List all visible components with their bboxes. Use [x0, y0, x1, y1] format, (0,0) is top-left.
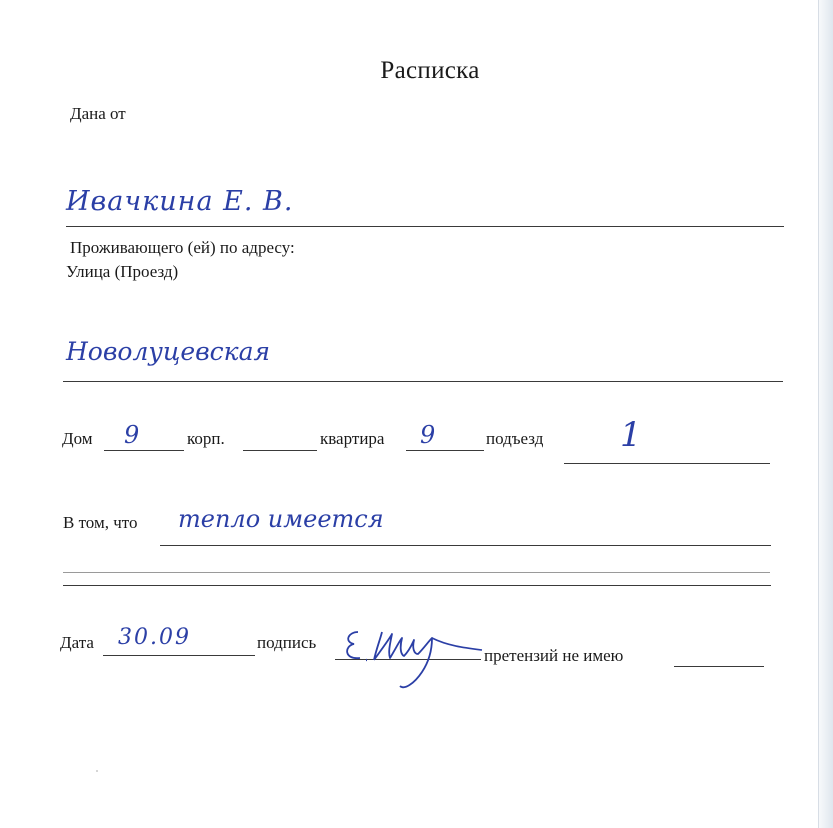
scan-speck — [96, 770, 98, 772]
entrance-line — [564, 463, 770, 464]
building-line — [243, 450, 317, 451]
date-line — [103, 655, 255, 656]
building-label: корп. — [187, 429, 225, 448]
street-line — [63, 381, 783, 382]
no-claims-label: претензий не имею — [484, 646, 624, 665]
date-label: Дата — [60, 633, 94, 652]
apartment-label: квартира — [320, 429, 385, 448]
residing-label: Проживающего (ей) по адресу: — [70, 238, 295, 257]
faint-line — [63, 572, 770, 573]
handwritten-entrance: 1 — [620, 415, 642, 455]
handwritten-signature — [340, 620, 500, 690]
about-line-2 — [63, 585, 771, 586]
scan-edge — [818, 0, 833, 828]
handwritten-name: Ивачкина Е. В. — [66, 186, 294, 217]
handwritten-reason: тепло имеется — [178, 505, 384, 533]
house-line — [104, 450, 184, 451]
about-line — [160, 545, 771, 546]
about-label: В том, что — [63, 513, 138, 532]
handwritten-house: 9 — [124, 421, 140, 449]
street-label: Улица (Проезд) — [66, 262, 179, 281]
entrance-label: подъезд — [486, 429, 544, 448]
apartment-line — [406, 450, 484, 451]
handwritten-apartment: 9 — [420, 421, 436, 449]
no-claims-line — [674, 666, 764, 667]
name-line — [66, 226, 784, 227]
document-title: Расписка — [380, 57, 480, 84]
handwritten-street: Новолуцевская — [66, 337, 271, 366]
signature-label: подпись — [257, 633, 317, 652]
handwritten-date: 30.09 — [118, 625, 191, 650]
given-by-label: Дана от — [70, 104, 126, 123]
house-label: Дом — [62, 429, 93, 448]
